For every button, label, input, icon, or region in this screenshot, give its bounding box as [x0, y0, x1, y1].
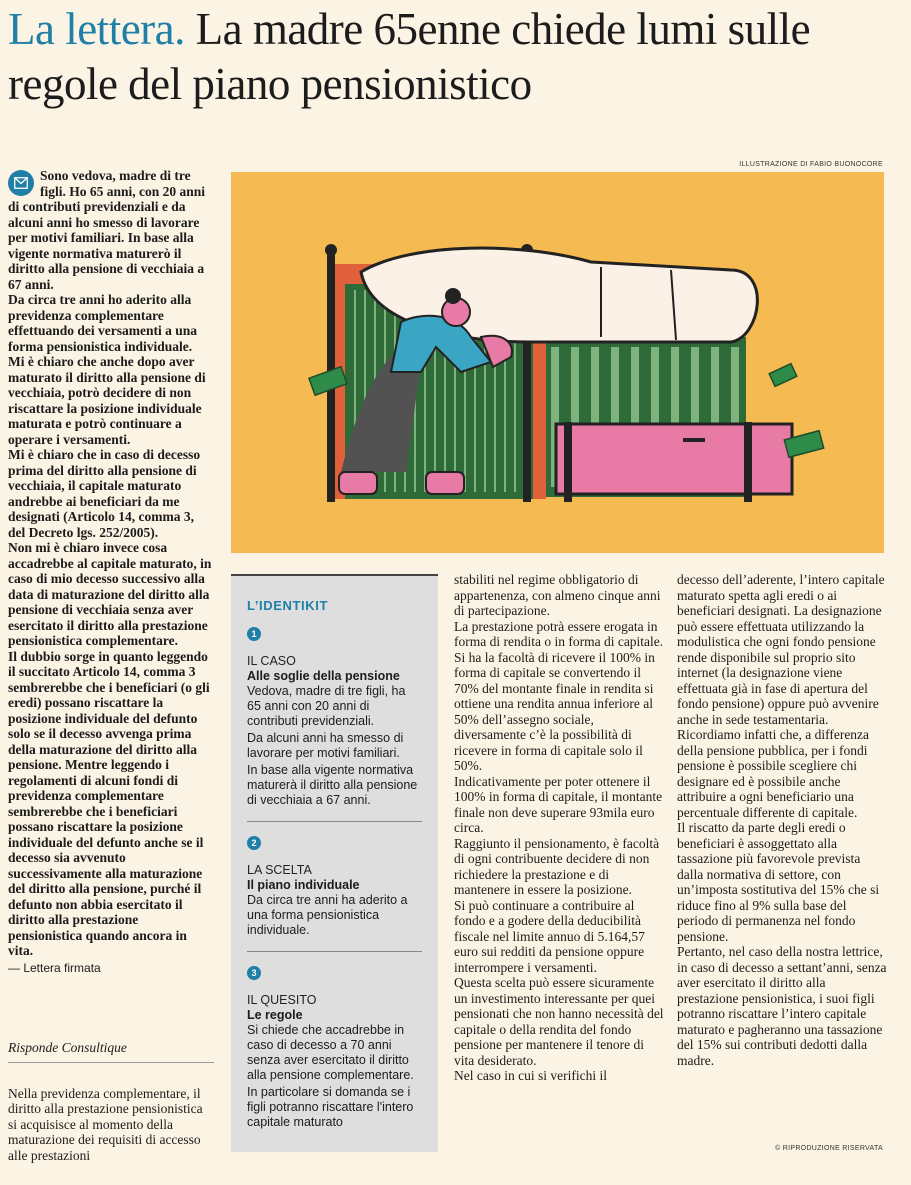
- section-subtitle: Il piano individuale: [247, 878, 360, 892]
- section-body: [247, 684, 422, 808]
- headline-title: La madre 65enne chiede lumi sulle regole del piano pensionistico: [8, 4, 811, 109]
- letter-paragraph: Da circa tre anni ho aderito alla previdenza complementare effettuando dei versamenti a una forma pensionistica individuale.: [8, 292, 197, 354]
- letter-paragraph: Mi è chiaro che in caso di decesso prima del diritto alla pensione di vecchiaia, il capitale maturato andrebbe ai beneficiari da me designati (Articolo 14, comma 3, del Decreto lgs. 252/2005).: [8, 447, 201, 540]
- answer-paragraph: Nella previdenza complementare, il diritto alla prestazione pensionistica si acquisisce al momento della maturazione dei requisiti di accesso alle prestazioni: [8, 1085, 203, 1163]
- section-number-badge: 3: [247, 966, 261, 980]
- answer-paragraph: Raggiunto il pensionamento, è facoltà di ogni contribuente decidere di non richiedere la prestazione e di mantenere in essere la posizione.: [454, 835, 660, 897]
- answer-column-3: [677, 572, 889, 1068]
- section-paragraph: Si chiede che accadrebbe in caso di decesso a 70 anni senza aver esercitato il diritto alla pensione complementare.: [247, 1023, 414, 1082]
- letter-paragraph: Non mi è chiaro invece cosa accadrebbe al capitale maturato, in caso di mio decesso successivo alla data di maturazione del diritto alla pensione di vecchiaia senza aver esercitato il diritto alla prestazione pensionistica complementare.: [8, 540, 212, 648]
- mail-icon: [8, 170, 34, 196]
- answer-column-2: [454, 572, 666, 1084]
- answer-paragraph: Pertanto, nel caso della nostra lettrice, in caso di decesso a settant’anni, senza aver esercitato il diritto alla prestazione pensionistica, i suoi figli potranno riscattare l’intero capitale maturato e pagheranno una tassazione del 15% sui contributi dedotti dalla madre.: [677, 944, 887, 1068]
- answer-paragraph: Questa scelta può essere sicuramente un investimento interessante per quei pensionati che non hanno necessità del capitale o della rendita del fondo pensione per mantenere il tenore di vita desiderato.: [454, 975, 664, 1068]
- letter-signature: — Lettera firmata: [8, 960, 101, 975]
- section-number-badge: 1: [247, 627, 261, 641]
- section-paragraph: Vedova, madre di tre figli, ha 65 anni con 20 anni di contributi previdenziali.: [247, 684, 406, 728]
- letter-paragraph: Mi è chiaro che anche dopo aver maturato il diritto alla pensione di vecchiaia, potrò decidere di non riscattare la posizione individuale maturata e potrò continuare a operare i versamenti.: [8, 354, 206, 447]
- divider: [247, 951, 422, 952]
- section-paragraph: In base alla vigente normativa maturerà il diritto alla pensione di vecchiaia a 67 anni.: [247, 763, 418, 807]
- identikit-box: [231, 574, 438, 1152]
- copyright-notice: © RIPRODUZIONE RISERVATA: [775, 1145, 883, 1152]
- letter-paragraph: Sono vedova, madre di tre figli. Ho 65 anni, con 20 anni di contributi previdenziali e da alcuni anni ho smesso di lavorare per motivi familiari. In base alla vigente normativa maturerò il diritto alla pensione di vecchiaia a 67 anni.: [8, 168, 206, 292]
- answer-column-1: [8, 1072, 214, 1177]
- letter-column: [8, 168, 214, 976]
- section-body: [247, 1023, 422, 1130]
- section-paragraph: In particolare si domanda se i figli potranno riscattare l'intero capitale maturato: [247, 1085, 414, 1129]
- answer-paragraph: Indicativamente per poter ottenere il 100% in forma di capitale, il montante finale non deve superare 93mila euro circa.: [454, 773, 663, 835]
- section-label: LA SCELTA: [247, 863, 312, 877]
- section-paragraph: Da alcuni anni ha smesso di lavorare per motivi familiari.: [247, 731, 404, 760]
- answer-paragraph: Si può continuare a contribuire al fondo e a godere della deducibilità fiscale nel limite annuo di 5.164,57 euro sui redditi da pensione oppure interrompere i versamenti.: [454, 897, 645, 975]
- headline-kicker: La lettera.: [8, 4, 185, 54]
- answer-paragraph: Il riscatto da parte degli eredi o beneficiari è assoggettato alla tassazione più favorevole prevista dalla normativa di settore, con un’imposta sostitutiva del 15% che si riduce fino al 9% sulla base del periodo di permanenza nel fondo pensione.: [677, 820, 880, 944]
- section-body: [247, 893, 422, 938]
- answer-paragraph: Nel caso in cui si verifichi il: [454, 1068, 607, 1083]
- section-label: IL CASO: [247, 654, 296, 668]
- identikit-title: L’IDENTIKIT: [247, 598, 328, 613]
- headline: [8, 2, 903, 112]
- divider: [247, 821, 422, 822]
- answer-paragraph: Si ha la facoltà di ricevere il 100% in forma di capitale se convertendo il 70% del montante finale in rendita si ottiene una rendita annua inferiore al 50% dell’assegno sociale, diversamente c’è la possibilità di ricevere in forma di capitale solo il 50%.: [454, 649, 655, 773]
- illustration: [231, 172, 884, 553]
- letter-paragraph: Il dubbio sorge in quanto leggendo il succitato Articolo 14, comma 3 sembrerebbe che i beneficiari (o gli eredi) possano riscattare la posizione individuale del defunto solo se il decesso avvenga prima della maturazione del diritto alla pensione. Mentre leggendo i regolamenti di alcuni fondi di previdenza complementare sembrerebbe che i beneficiari possano riscattare la posizione individuale del defunto anche se il decesso sia avvenuto successivamente alla maturazione del diritto alla pensione, purché il defunto non abbia esercitato il diritto alla prestazione pensionistica quando ancora in vita.: [8, 648, 210, 958]
- illustration-credit: ILLUSTRAZIONE DI FABIO BUONOCORE: [739, 161, 883, 168]
- section-paragraph: Da circa tre anni ha aderito a una forma pensionistica individuale.: [247, 893, 408, 937]
- responder-label: Risponde Consultique: [8, 1040, 214, 1063]
- answer-paragraph: La prestazione potrà essere erogata in forma di rendita o in forma di capitale.: [454, 618, 664, 649]
- answer-paragraph: Ricordiamo infatti che, a differenza della pensione pubblica, per i fondi pensione è possibile scegliere chi designare ed è possibile anche attribuire a ogni beneficiario una percentuale differente di capitale.: [677, 727, 870, 820]
- answer-paragraph: stabiliti nel regime obbligatorio di appartenenza, con almeno cinque anni di partecipazione.: [454, 572, 661, 618]
- answer-paragraph: decesso dell’aderente, l’intero capitale maturato spetta agli eredi o ai beneficiari designati. La designazione può essere effettuata utilizzando la modulistica che ogni fondo pensione rende disponibile sul proprio sito internet (la designazione viene effettuata già in fase di apertura del fondo pensione) oppure può avvenire anche in sede testamentaria.: [677, 572, 885, 727]
- section-subtitle: Le regole: [247, 1008, 303, 1022]
- section-number-badge: 2: [247, 836, 261, 850]
- section-label: IL QUESITO: [247, 993, 317, 1007]
- section-subtitle: Alle soglie della pensione: [247, 669, 400, 683]
